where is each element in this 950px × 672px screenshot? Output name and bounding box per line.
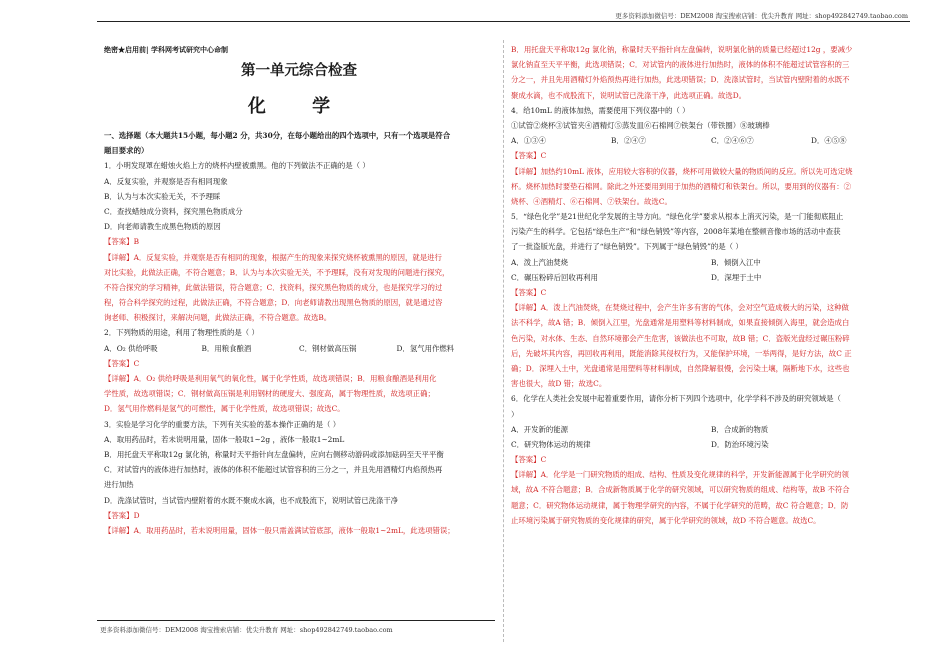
explanation-line: 杯。烧杯加热时要垫石棉网。除此之外还要用到用于加热的酒精灯和铁架台。所以，要用到的仪器有：② xyxy=(511,181,851,191)
question-stem: 2．下列物质的用途，利用了物理性质的是（ ） xyxy=(104,328,259,338)
question-stem: 6．化学在人类社会发展中起着重要作用，请你分析下列四个选项中，化学学科不涉及的研究领域是（ xyxy=(511,394,841,404)
answer-label: 【答案】C xyxy=(511,288,547,297)
option: A．开发新的能源 xyxy=(511,424,569,434)
explanation-line: 色污染，对水体、生态、自然环境都会产生危害，该做法也不可取，故B 错；C．盗版光盘经过碾压粉碎 xyxy=(511,333,850,343)
explanation-line: 对比实验，此做法正确，不符合题意；B．认为与本次实验无关，不予理睬，没有对发现的问题进行探究， xyxy=(104,267,450,277)
option: C．②④⑥⑦ xyxy=(711,136,754,146)
option: D．氢气用作燃料 xyxy=(396,343,455,353)
option: D．防治环境污染 xyxy=(711,439,769,449)
option: C．研究物体运动的规律 xyxy=(511,439,591,449)
explanation-line: 域，故A 不符合题意；B．合成新物质属于化学的研究领域，可以研究物质的组成、结构等，故B 不符合 xyxy=(511,485,850,495)
answer-label: 【答案】D xyxy=(104,510,140,520)
explanation-line: 【详解】A．取用药品时，若未说明用量，固体一般只需盖满试管底部，液体一般取1~2mL，此选项错误； xyxy=(104,525,455,535)
explanation-line: 【详解】A．O₂ 供给呼吸是利用氧气的氧化性，属于化学性质，故选项错误；B．用粮食酿酒是利用化 xyxy=(104,374,437,383)
option: D．④⑤⑧ xyxy=(811,136,847,146)
answer-label: 【答案】C xyxy=(511,151,547,161)
options-row xyxy=(511,270,911,285)
explanation-line: 题意；C．研究物体运动规律，属于物理学研究的内容，不属于化学研究的范畴，故C 符合题意；D．防 xyxy=(511,500,849,510)
explanation-line: 烧杯、④酒精灯、⑥石棉网、⑦铁架台。故选C。 xyxy=(511,196,672,206)
explanation-line: 程，符合科学探究的过程，此做法正确，不符合题意；D．向老师请教出现黑色物质的原因，就是通过咨 xyxy=(104,298,443,308)
instrument-list: ①试管②烧杯③试管夹④酒精灯⑤蒸发皿⑥石棉网⑦铁架台（带铁圈）⑧玻璃棒 xyxy=(511,120,770,130)
options-row xyxy=(104,341,494,356)
explanation-line: D．氢气用作燃料是氢气的可燃性，属于化学性质，故选项错误；故选C。 xyxy=(104,404,345,414)
option: C．钢材做高压锅 xyxy=(299,343,357,353)
explanation-line: B．用托盘天平称取12g 氯化钠，称量时天平指针向左盘偏转，说明氯化钠的质量已经超过12g ，要减少 xyxy=(511,45,853,54)
option: A．O₂ 供给呼吸 xyxy=(104,343,158,353)
explanation-line: 法不科学，故A 错；B．倾倒入江里，光盘通常是用塑料等材料制成，如果直接倾倒入海里，就会造成白 xyxy=(511,318,850,328)
subject-title: 化 学 xyxy=(247,96,351,117)
page-header-text: 更多资料添加微信号：DEM2008 淘宝搜索店铺：优尖升教育 网址：shop492842749.taobao.com xyxy=(615,12,908,20)
option: C．查找蜡烛成分资料，探究黑色物质成分 xyxy=(104,206,243,216)
question-stem-cont: 污染产生的科学。它包括“绿色生产”和“绿色销毁”等内容，2008年某地在整顿音像市场的活动中查获 xyxy=(511,227,841,237)
explanation-line: 分之一，并且先用酒精灯外焰预热再进行加热，此选项错误；D．洗涤试管时，当试管内壁附着的水既不 xyxy=(511,75,850,85)
option: B．用托盘天平称取12g 氯化钠，称量时天平指针向左盘偏转，应向右侧移动游码或添加砝码至天平平衡 xyxy=(104,449,444,459)
explanation-line: 确；D．深埋入土中，光盘通常是用塑料等材料制成，自然降解很慢，会污染土壤，隔断地下水，这些也 xyxy=(511,363,850,373)
options-row xyxy=(511,422,911,437)
option: B．合成新的物质 xyxy=(711,424,769,434)
option-cont: 进行加热 xyxy=(104,480,134,490)
options-row xyxy=(511,437,911,452)
explanation-line: 氯化钠直至天平平衡，此选项错误；C．对试管内的液体进行加热时，液体的体积不能超过试管容积的三 xyxy=(511,60,850,70)
explanation-line: 【详解】加热约10mL 液体，应用较大容积的仪器，烧杯可用做较大量的物质间的反应。所以先可选定烧 xyxy=(511,166,853,176)
question-stem: 5．“绿色化学”是21世纪化学发展的主导方向。“绿色化学”要求从根本上消灭污染，是一门能彻底阻止 xyxy=(511,212,844,222)
section-heading: 一、选择题（本大题共15小题，每小题2 分，共30分，在每小题给出的四个选项中，只有一个选项是符合 xyxy=(104,131,451,140)
options-row xyxy=(511,133,911,148)
option: D．向老师请教生成黑色物质的原因 xyxy=(104,222,221,232)
explanation-line: 不符合探究的学习精神，此做法错误，符合题意；C．找资料，探究黑色物质的成分，也是探究学习的过 xyxy=(104,282,443,292)
explanation-line: 询老师、积极探讨，来解决问题，此做法正确，不符合题意。故选B。 xyxy=(104,313,332,323)
option: B．②④⑦ xyxy=(611,136,646,146)
option: B．认为与本次实验无关，不予理睬 xyxy=(104,191,221,201)
answer-label: 【答案】C xyxy=(104,358,140,368)
option: D．洗涤试管时，当试管内壁附着的水既不聚成水滴，也不成股流下，说明试管已洗涤干净 xyxy=(104,495,399,505)
explanation-line: 害也很大，故D 错；故选C。 xyxy=(511,379,607,389)
explanation-line: 【详解】A．反复实验，并观察是否有相同的现象，根据产生的现象来探究烧杯被熏黑的原因，就是进行 xyxy=(104,252,442,262)
right-column xyxy=(511,42,911,528)
answer-label: 【答案】B xyxy=(104,237,139,247)
option: A．反复实验，并观察是否有相同现象 xyxy=(104,176,228,186)
left-column xyxy=(104,42,494,538)
exam-meta: 绝密★启用前| 学科网考试研究中心命制 xyxy=(104,45,228,54)
page-title: 第一单元综合检查 xyxy=(241,62,357,79)
explanation-line: 后，先破坏其内容，再回收再利用，既能消除其侵权行为，又能保护环境，一举两得，是好方法，故C 正 xyxy=(511,348,852,358)
question-stem-cont: 了一批盗版光盘，并进行了“绿色销毁”。下列属于“绿色销毁”的是（ ） xyxy=(511,242,743,252)
option: A．①③④ xyxy=(511,136,546,146)
column-divider xyxy=(503,40,504,642)
answer-label: 【答案】C xyxy=(511,455,547,465)
option: C．对试管内的液体进行加热时，液体的体积不能超过试管容积的三分之一，并且先用酒精灯内焰预热再 xyxy=(104,465,443,475)
option: C．碾压粉碎后回收再利用 xyxy=(511,272,598,282)
page-footer-text: 更多资料添加微信号：DEM2008 淘宝搜索店铺：优尖升教育 网址：shop492842749.taobao.com xyxy=(100,626,393,634)
explanation-line: 【详解】A．化学是一门研究物质的组成、结构、性质及变化规律的科学，开发新能源属于化学研究的领 xyxy=(511,470,849,480)
footer-rule xyxy=(97,620,495,621)
options-row xyxy=(511,255,911,270)
option: D．深埋于土中 xyxy=(711,272,762,282)
explanation-line: 【详解】A．泼上汽油焚烧，在焚烧过程中，会产生许多有害的气体，会对空气造成极大的污染，这种做 xyxy=(511,303,849,313)
explanation-line: 学性质，故选项错误；C．钢材做高压锅是利用钢材的硬度大、强度高，属于物理性质，故选项正确； xyxy=(104,389,435,399)
explanation-line: 聚成水滴，也不成股流下，说明试管已洗涤干净，此选项正确。故选D。 xyxy=(511,90,747,100)
option: A．取用药品时，若未说明用量，固体一般取1~2g ，液体一般取1~2mL xyxy=(104,434,345,444)
option: B．倾倒入江中 xyxy=(711,257,761,267)
option: B．用粮食酿酒 xyxy=(201,343,252,353)
header-rule xyxy=(97,21,910,22)
question-stem: 1．小明发现罩在蜡烛火焰上方的烧杯内壁被熏黑。他的下列做法不正确的是（ ） xyxy=(104,161,370,171)
explanation-line: 止环境污染属于研究物质的变化规律的研究，属于化学研究的领域，故D 不符合题意。故选C。 xyxy=(511,515,821,525)
question-stem-cont: ） xyxy=(511,409,519,419)
question-stem: 3．实验是学习化学的重要方法，下列有关实验的基本操作正确的是（ ） xyxy=(104,419,341,429)
question-stem: 4．给10mL 的液体加热，需要使用下列仪器中的（ ） xyxy=(511,105,690,115)
section-heading-cont: 题目要求的） xyxy=(104,146,149,156)
option: A．泼上汽油焚烧 xyxy=(511,257,569,267)
